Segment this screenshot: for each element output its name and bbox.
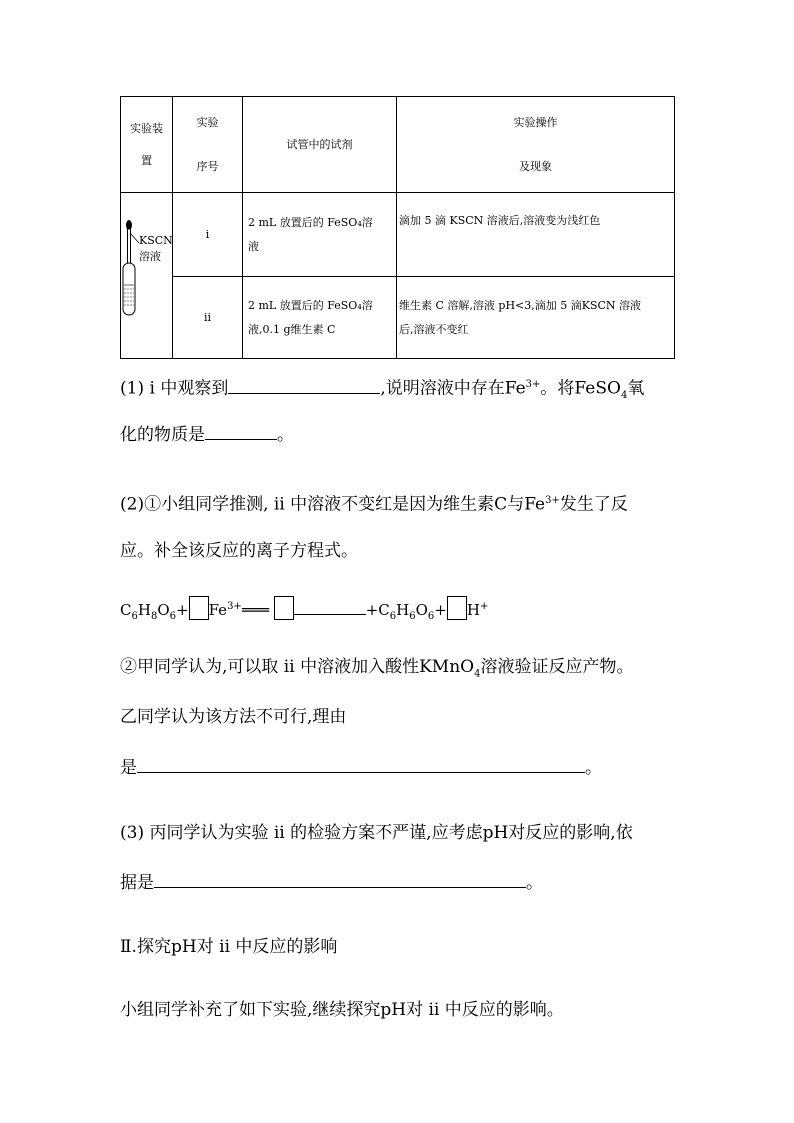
row2-operation: 维生素 C 溶解,溶液 pH<3,滴加 5 滴KSCN 溶液 后,溶液不变红 [397,277,675,359]
q3-basis-blank[interactable] [154,873,526,888]
apparatus-cell [121,193,173,359]
q2-line2: 应。补全该反应的离子方程式。 [120,541,358,561]
intro-text: 小组同学补充了如下实验,继续探究pH对 ⅱ 中反应的影响。 [120,1000,564,1020]
row2-reagent: 2 mL 放置后的 FeSO₄溶 液,0.1 g维生素 C [243,277,397,359]
header-apparatus: 实验装 置 [121,97,173,193]
apparatus-label: KSCN 溶液 [139,234,173,263]
row1-seq: ⅰ [173,193,243,277]
q2-line1: (2)①小组同学推测, ⅱ 中溶液不变红是因为维生素C与$Fe^{3+}$发生了反 [120,494,628,515]
coef-box-fe[interactable] [189,596,209,620]
q3-line2: 据是 。 [120,873,543,893]
q2-line3: ②甲同学认为,可以取 ⅱ 中溶液加入酸性KMnO$_4$溶液验证反应产物。 [120,657,634,680]
q1-blank-1[interactable] [228,379,380,394]
q1-blank-2[interactable] [205,425,277,440]
row2-seq: ⅱ [173,277,243,359]
coef-box-product[interactable] [274,596,294,620]
header-seq: 实验 序号 [173,97,243,193]
q2-line4: 乙同学认为该方法不可行,理由 [120,707,347,727]
q1-line1: (1) ⅰ 中观察到 ,说明溶液中存在$Fe^{3+}$。将FeSO$_4$氧 [120,378,645,402]
q3-line1: (3) 丙同学认为实验 ⅱ 的检验方案不严谨,应考虑pH对反应的影响,依 [120,823,633,843]
row1-operation: 滴加 5 滴 KSCN 溶液后,溶液变为浅红色 [397,193,675,277]
ionic-equation: $C_6H_8O_6+$ $Fe^{3+}═══ +C_6H_6O_6+ H^+$ [120,596,488,622]
row1-reagent: 2 mL 放置后的 FeSO₄溶 液 [243,193,397,277]
q1-line2: 化的物质是 。 [120,425,294,445]
experiment-table [120,96,675,359]
product-blank[interactable] [294,600,366,615]
header-reagent: 试管中的试剂 [243,97,397,193]
section2-heading: Ⅱ.探究pH对 ⅱ 中反应的影响 [120,937,338,957]
header-operation: 实验操作 及现象 [397,97,675,193]
coef-box-h[interactable] [447,596,467,620]
q2-reason-blank[interactable] [137,758,585,773]
test-tube-dropper-icon [121,193,173,359]
q2-line5: 是 。 [120,758,602,778]
